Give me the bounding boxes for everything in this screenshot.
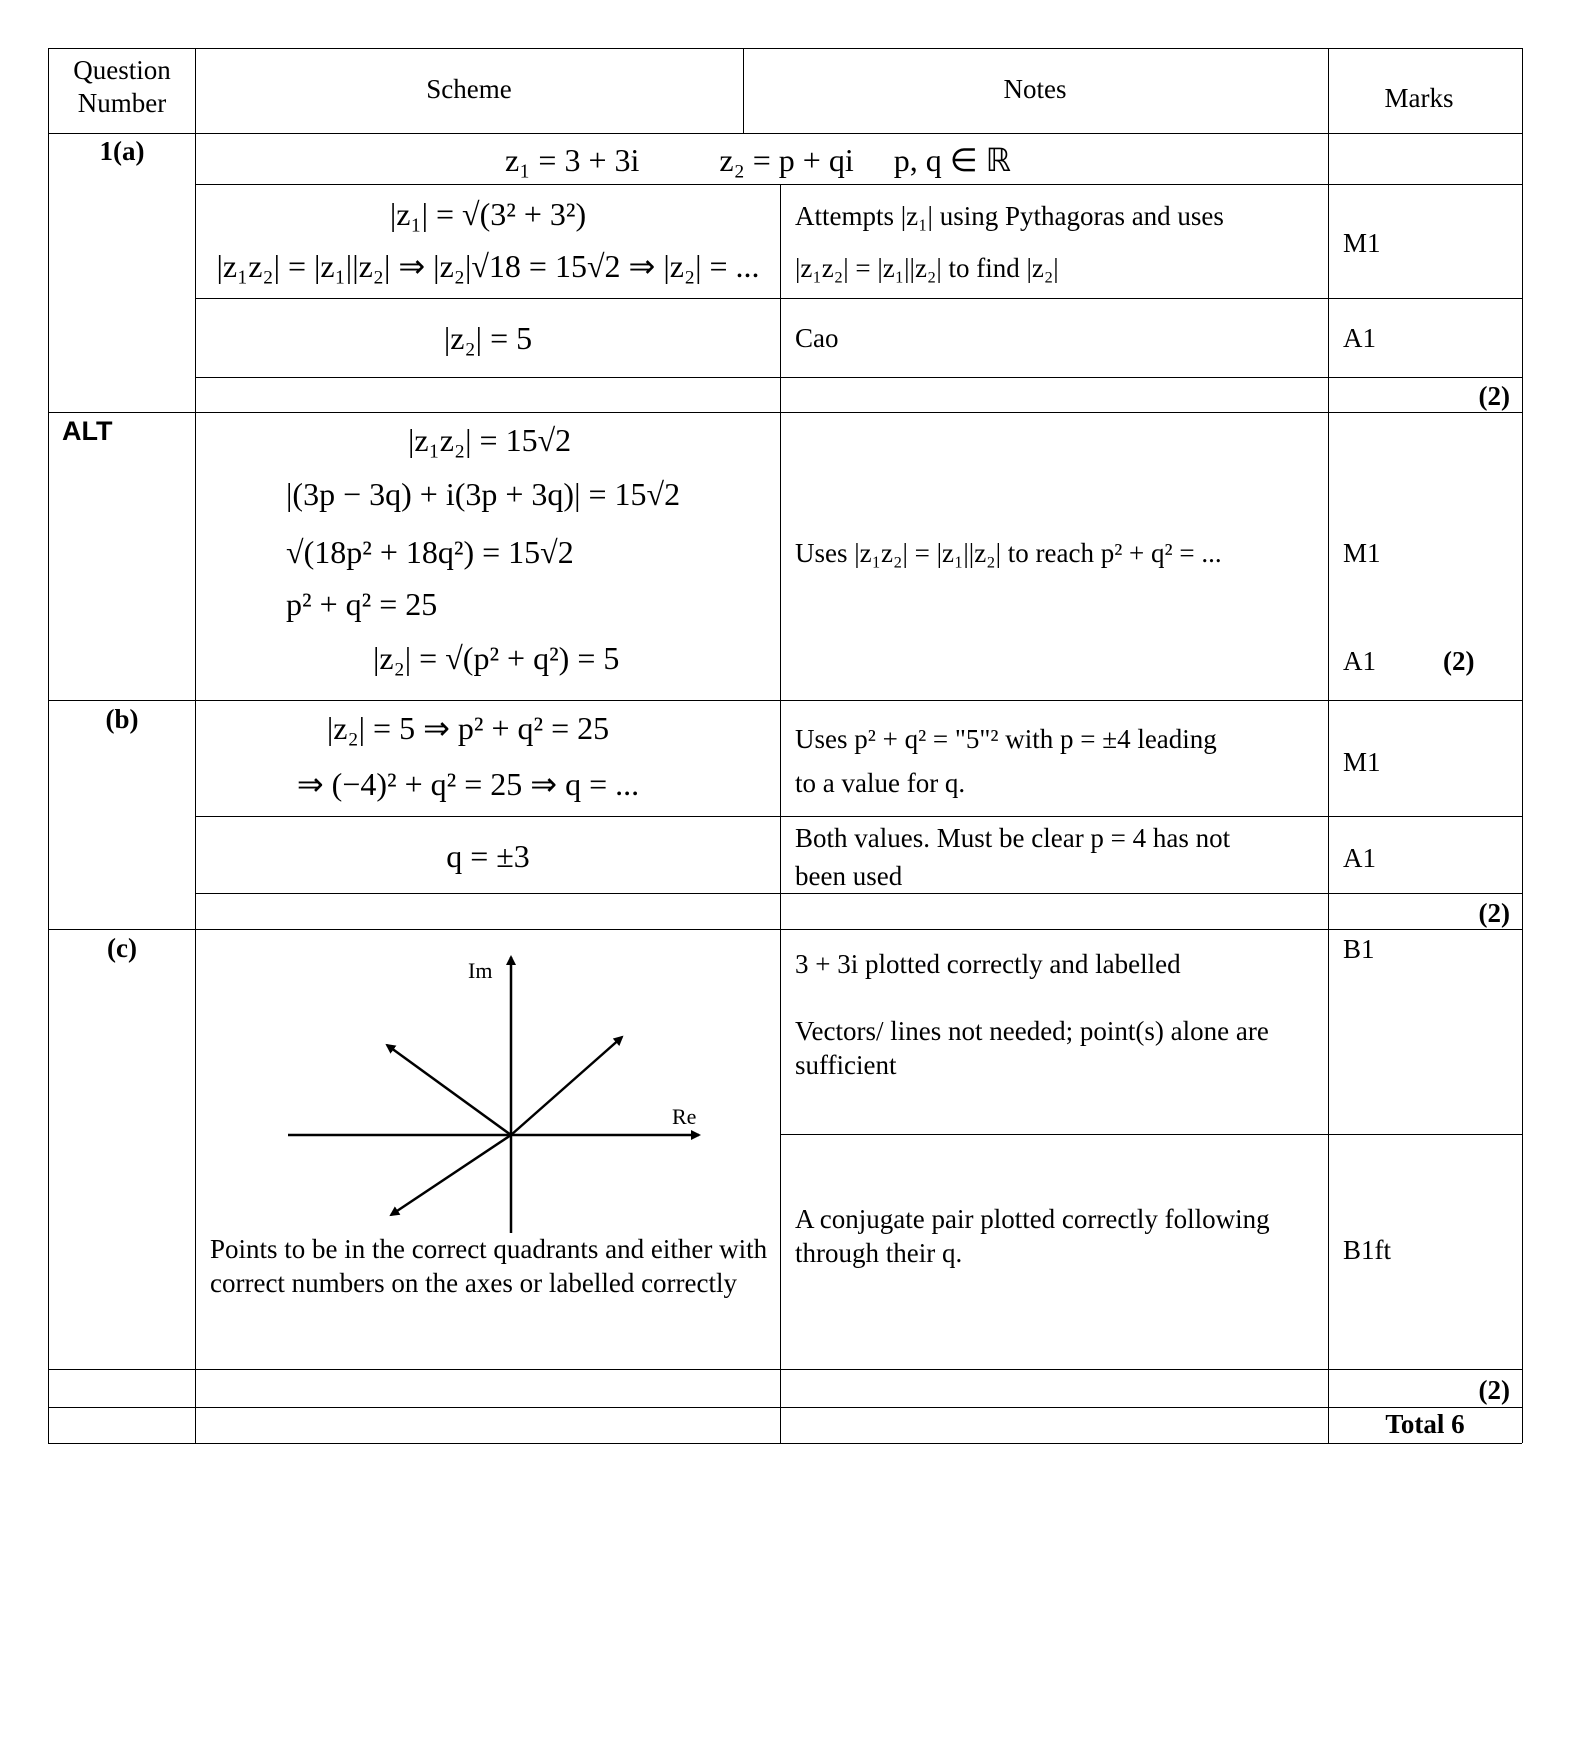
note-text: Attempts |z₁| using Pythagoras and uses — [795, 201, 1224, 231]
row-divider — [195, 893, 1522, 894]
scheme-line: |z₁z₂| = |z₁||z₂| ⇒ |z₂|√18 = 15√2 ⇒ |z₂| = ... — [216, 248, 760, 284]
note-text: Uses |z₁z₂| = |z₁||z₂| to reach p² + q² = ... — [795, 538, 1222, 568]
scheme-line: √(18p² + 18q²) = 15√2 — [286, 534, 574, 570]
scheme-line: |z₂| = 5 ⇒ p² + q² = 25 — [326, 710, 610, 746]
table-border-top — [48, 48, 1522, 49]
scheme-line: |z₁z₂| = 15√2 — [408, 422, 572, 458]
column-divider-3 — [1328, 48, 1329, 1443]
section-divider — [48, 929, 1522, 930]
scheme-line: |z₂| = 5 — [443, 320, 533, 356]
question-total: Total 6 — [1385, 1409, 1465, 1439]
row-divider — [195, 184, 1522, 185]
mark-value: A1 — [1343, 843, 1376, 873]
section-divider — [48, 700, 1522, 701]
note-text: 3 + 3i plotted correctly and labelled — [795, 949, 1181, 979]
axis-label-im: Im — [468, 958, 493, 983]
axis-label-re: Re — [672, 1104, 697, 1129]
note-text: Both values. Must be clear p = 4 has not — [795, 823, 1231, 853]
part-total: (2) — [1478, 898, 1510, 928]
column-divider-1 — [195, 48, 196, 1443]
scheme-line: |z₁| = √(3² + 3²) — [389, 196, 587, 232]
header-question-number: Question Number — [73, 55, 171, 118]
row-divider — [780, 1134, 1522, 1135]
note-text: been used — [795, 861, 903, 891]
note-text: to a value for q. — [795, 768, 966, 798]
section-divider — [48, 412, 1522, 413]
header-marks: Marks — [1384, 83, 1454, 113]
column-divider-2 — [780, 184, 781, 1443]
scheme-text: Points to be in the correct quadrants and either with correct numbers on the axes or labelled correctly — [210, 1234, 768, 1298]
mark-value: M1 — [1343, 747, 1381, 777]
part-total: (2) — [1443, 646, 1475, 676]
note-text: Uses p² + q² = "5"² with p = ±4 leading — [795, 724, 1217, 754]
vector-3-plus-3i — [511, 1037, 622, 1135]
alt-label: ALT — [62, 416, 113, 446]
table-border-bottom — [48, 1443, 1522, 1444]
question-label-b: (b) — [105, 704, 139, 734]
header-notes: Notes — [1003, 74, 1067, 104]
mark-value: M1 — [1343, 228, 1381, 258]
row-divider — [195, 298, 1522, 299]
mark-value: B1 — [1343, 934, 1375, 964]
part-total: (2) — [1478, 381, 1510, 411]
mark-scheme-table — [48, 48, 1522, 1443]
row-divider — [195, 816, 1522, 817]
note-text: Vectors/ lines not needed; point(s) alone are sufficient — [795, 1016, 1269, 1080]
vector-third-quadrant — [391, 1135, 511, 1215]
table-border-right — [1522, 48, 1523, 1443]
note-text: |z₁z₂| = |z₁||z₂| to find |z₂| — [795, 253, 1059, 283]
scheme-line: p² + q² = 25 — [286, 586, 438, 622]
scheme-line: q = ±3 — [446, 838, 530, 874]
table-border-left — [48, 48, 49, 1443]
mark-value: M1 — [1343, 538, 1381, 568]
mark-value: A1 — [1343, 646, 1376, 676]
question-label-1a: 1(a) — [99, 136, 145, 166]
column-divider-header — [743, 48, 744, 133]
header-scheme: Scheme — [426, 74, 512, 104]
vector-second-quadrant — [387, 1045, 511, 1135]
part-total: (2) — [1478, 1375, 1510, 1405]
given-values: z₁ = 3 + 3i z₂ = p + qi p, q ∈ ℝ — [505, 142, 1011, 178]
row-divider — [195, 377, 1522, 378]
question-label-c: (c) — [107, 933, 137, 963]
row-divider — [48, 1407, 1522, 1408]
section-divider — [48, 1369, 1522, 1370]
argand-diagram — [288, 943, 768, 1233]
note-text: Cao — [795, 323, 839, 353]
mark-value: A1 — [1343, 323, 1376, 353]
scheme-line: ⇒ (−4)² + q² = 25 ⇒ q = ... — [296, 766, 640, 802]
header-divider — [48, 133, 1522, 134]
scheme-line: |z₂| = √(p² + q²) = 5 — [373, 640, 620, 676]
scheme-line: |(3p − 3q) + i(3p + 3q)| = 15√2 — [286, 476, 681, 512]
mark-value: B1ft — [1343, 1235, 1392, 1265]
note-text: A conjugate pair plotted correctly following through their q. — [795, 1204, 1270, 1268]
